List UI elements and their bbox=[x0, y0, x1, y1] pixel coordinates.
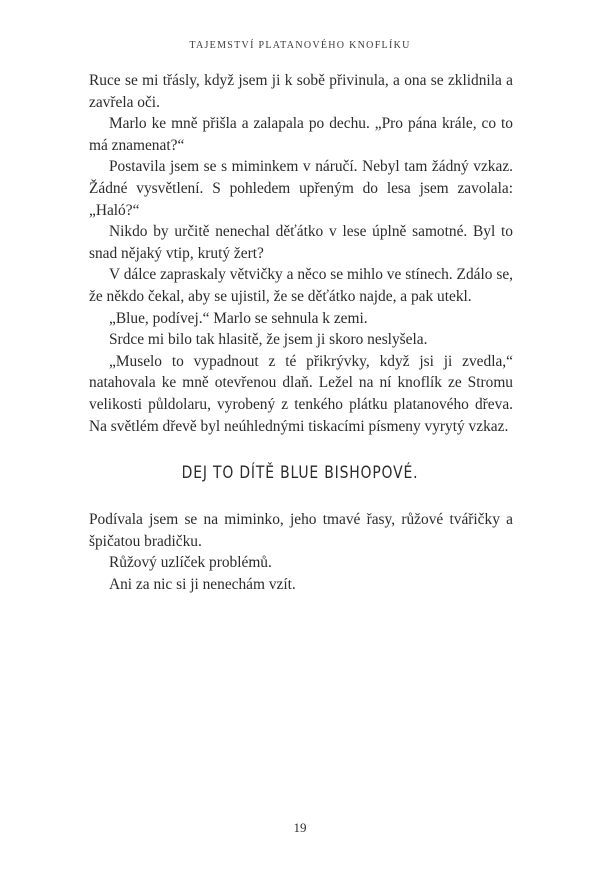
paragraph: Postavila jsem se s miminkem v náručí. Nebyl tam žádný vzkaz. Žádné vysvětlení. S pohledem upřeným do lesa jsem zavolala: „Haló?“ bbox=[89, 158, 513, 219]
paragraph: Podívala jsem se na miminko, jeho tmavé řasy, růžové tvářičky a špičatou bradičku. bbox=[89, 511, 513, 550]
paragraph: „Blue, podívej.“ Marlo se sehnula k zemi. bbox=[109, 309, 368, 327]
paragraph: Ruce se mi třásly, když jsem ji k sobě přivinula, a ona se zklidnila a zavřela oči. bbox=[89, 72, 513, 111]
paragraph: Marlo ke mně přišla a zalapala po dechu. „Pro pána krále, co to má znamenat?“ bbox=[89, 115, 513, 154]
paragraph: Růžový uzlíček problémů. bbox=[109, 554, 272, 572]
paragraph: Nikdo by určitě nenechal děťátko v lese úplně samotné. Byl to snad nějaký vtip, krutý žert? bbox=[89, 223, 513, 262]
paragraph: „Muselo to vypadnout z té přikrývky, když jsi ji zvedla,“ natahovala ke mně otevřenou dlaň. Ležel na ní knoflík ze Stromu velikosti půldolaru, vyrobený z tenkého plátku platanového dřeva. Na světlém dřevě byl neúhlednými tiskacími písmeny vyrytý vzkaz. bbox=[89, 352, 513, 435]
body-text-top bbox=[89, 70, 513, 437]
paragraph: Srdce mi bilo tak hlasitě, že jsem ji skoro neslyšela. bbox=[109, 331, 428, 349]
running-head: TAJEMSTVÍ PLATANOVÉHO KNOFLÍKU bbox=[189, 40, 411, 51]
page-number: 19 bbox=[293, 820, 307, 835]
paragraph: Ani za nic si ji nenechám vzít. bbox=[109, 575, 296, 593]
engraved-note: DEJ TO DÍTĚ BLUE BISHOPOVÉ. bbox=[181, 463, 419, 483]
body-text-bottom bbox=[89, 509, 513, 595]
paragraph: V dálce zapraskaly větvičky a něco se mihlo ve stínech. Zdálo se, že někdo čekal, aby se ujistil, že se děťátko najde, a pak utekl. bbox=[89, 266, 513, 305]
